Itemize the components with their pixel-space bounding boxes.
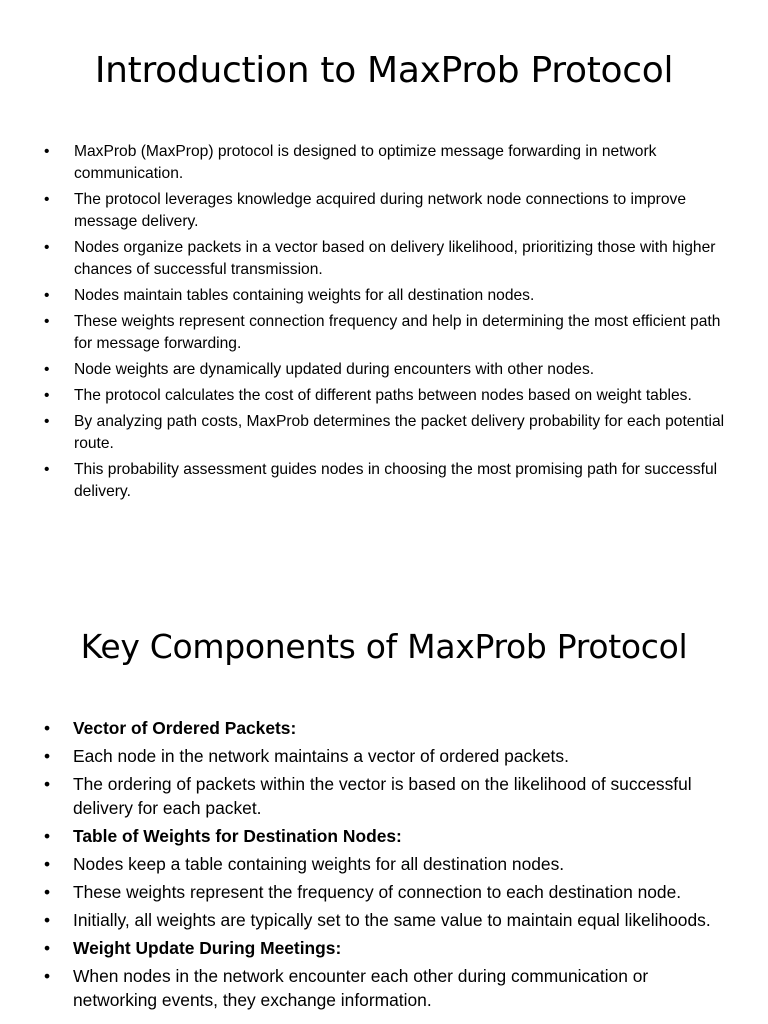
list-item-heading [44,824,734,848]
list-item [44,189,734,233]
bullet-text: Node weights are dynamically updated during encounters with other nodes. [74,361,595,378]
bullet-icon: • [44,966,51,986]
bullet-heading-text: Vector of Ordered Packets: [73,718,297,738]
bullet-icon: • [44,387,50,404]
bullet-icon: • [44,313,50,330]
list-item-heading [44,936,734,960]
list-item [44,359,734,381]
list-item [44,141,734,185]
bullet-text: When nodes in the network encounter each other during communication or networking events, they exchange information. [73,966,649,1010]
bullet-text: By analyzing path costs, MaxProb determines the packet delivery probability for each potential route. [74,413,725,452]
list-item-heading [44,716,734,740]
bullet-text: Nodes organize packets in a vector based on delivery likelihood, prioritizing those with higher chances of successful transmission. [74,239,716,278]
bullet-text: These weights represent the frequency of connection to each destination node. [73,882,682,902]
introduction-bullet-list [44,141,734,507]
bullet-text: Each node in the network maintains a vector of ordered packets. [73,746,569,766]
list-item [44,852,734,876]
list-item [44,880,734,904]
bullet-icon: • [44,461,50,478]
bullet-icon: • [44,143,50,160]
bullet-heading-text: Weight Update During Meetings: [73,938,342,958]
slide-title-key-components: Key Components of MaxProb Protocol [80,627,688,666]
list-item [44,908,734,932]
slide-title-introduction: Introduction to MaxProb Protocol [94,50,674,91]
bullet-text: This probability assessment guides nodes in choosing the most promising path for successful delivery. [74,461,718,500]
bullet-icon: • [44,287,50,304]
list-item [44,237,734,281]
list-item [44,385,734,407]
bullet-icon: • [44,718,51,738]
bullet-text: These weights represent connection frequency and help in determining the most efficient path for message forwarding. [74,313,721,352]
bullet-icon: • [44,938,51,958]
bullet-icon: • [44,361,50,378]
bullet-text: The protocol calculates the cost of different paths between nodes based on weight tables. [74,387,692,404]
bullet-icon: • [44,882,51,902]
list-item [44,772,734,820]
bullet-text: The protocol leverages knowledge acquired during network node connections to improve message delivery. [74,191,686,230]
bullet-text: Nodes maintain tables containing weights for all destination nodes. [74,287,535,304]
bullet-text: Nodes keep a table containing weights for all destination nodes. [73,854,565,874]
list-item [44,285,734,307]
bullet-icon: • [44,413,50,430]
list-item [44,411,734,455]
bullet-icon: • [44,239,50,256]
bullet-heading-text: Table of Weights for Destination Nodes: [73,826,402,846]
bullet-icon: • [44,854,51,874]
bullet-icon: • [44,910,51,930]
bullet-icon: • [44,191,50,208]
bullet-icon: • [44,746,51,766]
bullet-icon: • [44,774,51,794]
key-components-bullet-list [44,716,734,1016]
bullet-text: Initially, all weights are typically set to the same value to maintain equal likelihoods. [73,910,711,930]
list-item [44,744,734,768]
list-item [44,459,734,503]
bullet-text: MaxProb (MaxProp) protocol is designed to optimize message forwarding in network communication. [74,143,657,182]
list-item [44,311,734,355]
bullet-text: The ordering of packets within the vector is based on the likelihood of successful delivery for each packet. [73,774,692,818]
bullet-icon: • [44,826,51,846]
list-item [44,964,734,1012]
